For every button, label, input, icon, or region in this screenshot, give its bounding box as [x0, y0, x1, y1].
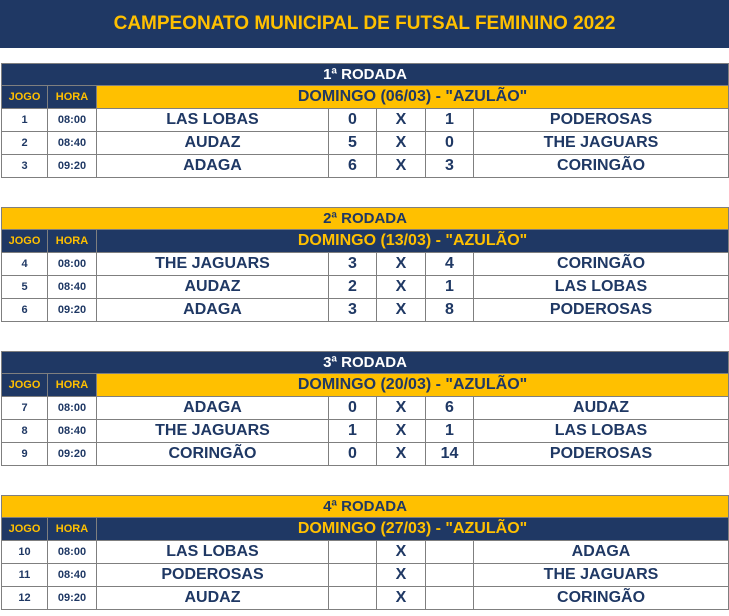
home-score: 3 — [329, 253, 377, 276]
home-team: PODEROSAS — [97, 564, 329, 587]
versus-mark: X — [377, 420, 426, 443]
game-number: 7 — [2, 397, 48, 420]
away-team: LAS LOBAS — [474, 420, 729, 443]
away-score: 1 — [426, 109, 474, 132]
home-score: 0 — [329, 443, 377, 466]
jogo-header: JOGO — [2, 230, 48, 253]
game-time: 08:40 — [48, 276, 97, 299]
versus-mark: X — [377, 587, 426, 610]
game-time: 08:40 — [48, 564, 97, 587]
table-row — [2, 253, 729, 276]
game-time: 08:40 — [48, 420, 97, 443]
round-title: 2ª RODADA — [2, 208, 729, 230]
home-team: THE JAGUARS — [97, 253, 329, 276]
versus-mark: X — [377, 564, 426, 587]
home-team: AUDAZ — [97, 132, 329, 155]
game-number: 9 — [2, 443, 48, 466]
away-team: AUDAZ — [474, 397, 729, 420]
table-row — [2, 541, 729, 564]
round-title: 1ª RODADA — [2, 64, 729, 86]
game-time: 08:00 — [48, 253, 97, 276]
match-day-label: DOMINGO (13/03) - "AZULÃO" — [97, 230, 729, 253]
home-score: 0 — [329, 109, 377, 132]
game-time: 08:00 — [48, 541, 97, 564]
table-row — [2, 109, 729, 132]
versus-mark: X — [377, 132, 426, 155]
home-team: AUDAZ — [97, 587, 329, 610]
game-number: 4 — [2, 253, 48, 276]
home-score: 3 — [329, 299, 377, 322]
away-team: ADAGA — [474, 541, 729, 564]
versus-mark: X — [377, 109, 426, 132]
table-row — [2, 587, 729, 610]
versus-mark: X — [377, 253, 426, 276]
jogo-header: JOGO — [2, 518, 48, 541]
round-title: 3ª RODADA — [2, 352, 729, 374]
away-team: PODEROSAS — [474, 109, 729, 132]
game-number: 11 — [2, 564, 48, 587]
away-team: THE JAGUARS — [474, 564, 729, 587]
home-team: THE JAGUARS — [97, 420, 329, 443]
away-score — [426, 587, 474, 610]
away-score: 1 — [426, 420, 474, 443]
away-score: 8 — [426, 299, 474, 322]
away-team: PODEROSAS — [474, 299, 729, 322]
home-score — [329, 564, 377, 587]
table-row — [2, 299, 729, 322]
away-score: 14 — [426, 443, 474, 466]
away-score: 3 — [426, 155, 474, 178]
game-time: 09:20 — [48, 587, 97, 610]
home-score — [329, 541, 377, 564]
home-team: ADAGA — [97, 299, 329, 322]
away-team: PODEROSAS — [474, 443, 729, 466]
home-team: ADAGA — [97, 155, 329, 178]
home-team: ADAGA — [97, 397, 329, 420]
game-time: 09:20 — [48, 443, 97, 466]
home-score: 2 — [329, 276, 377, 299]
hora-header: HORA — [48, 374, 97, 397]
round-2-table — [1, 207, 728, 322]
game-time: 08:00 — [48, 109, 97, 132]
home-team: LAS LOBAS — [97, 541, 329, 564]
game-number: 3 — [2, 155, 48, 178]
home-score: 5 — [329, 132, 377, 155]
round-3-table — [1, 351, 728, 466]
home-score — [329, 587, 377, 610]
round-title: 4ª RODADA — [2, 496, 729, 518]
versus-mark: X — [377, 299, 426, 322]
away-team: THE JAGUARS — [474, 132, 729, 155]
game-time: 08:00 — [48, 397, 97, 420]
away-score — [426, 564, 474, 587]
home-team: AUDAZ — [97, 276, 329, 299]
game-number: 10 — [2, 541, 48, 564]
versus-mark: X — [377, 541, 426, 564]
table-row — [2, 397, 729, 420]
away-score: 4 — [426, 253, 474, 276]
table-row — [2, 564, 729, 587]
game-number: 6 — [2, 299, 48, 322]
hora-header: HORA — [48, 230, 97, 253]
game-time: 09:20 — [48, 299, 97, 322]
table-row — [2, 420, 729, 443]
match-day-label: DOMINGO (20/03) - "AZULÃO" — [97, 374, 729, 397]
away-score: 0 — [426, 132, 474, 155]
home-team: LAS LOBAS — [97, 109, 329, 132]
away-team: CORINGÃO — [474, 587, 729, 610]
table-row — [2, 276, 729, 299]
table-row — [2, 443, 729, 466]
game-number: 5 — [2, 276, 48, 299]
away-score — [426, 541, 474, 564]
game-number: 1 — [2, 109, 48, 132]
versus-mark: X — [377, 443, 426, 466]
away-score: 1 — [426, 276, 474, 299]
jogo-header: JOGO — [2, 374, 48, 397]
round-4-table — [1, 495, 728, 610]
hora-header: HORA — [48, 86, 97, 109]
away-team: CORINGÃO — [474, 253, 729, 276]
jogo-header: JOGO — [2, 86, 48, 109]
game-time: 08:40 — [48, 132, 97, 155]
table-row — [2, 155, 729, 178]
away-team: LAS LOBAS — [474, 276, 729, 299]
home-team: CORINGÃO — [97, 443, 329, 466]
table-row — [2, 132, 729, 155]
round-1-table — [1, 63, 728, 178]
versus-mark: X — [377, 276, 426, 299]
home-score: 0 — [329, 397, 377, 420]
home-score: 6 — [329, 155, 377, 178]
match-day-label: DOMINGO (06/03) - "AZULÃO" — [97, 86, 729, 109]
game-number: 12 — [2, 587, 48, 610]
game-time: 09:20 — [48, 155, 97, 178]
hora-header: HORA — [48, 518, 97, 541]
versus-mark: X — [377, 155, 426, 178]
versus-mark: X — [377, 397, 426, 420]
away-score: 6 — [426, 397, 474, 420]
home-score: 1 — [329, 420, 377, 443]
away-team: CORINGÃO — [474, 155, 729, 178]
game-number: 2 — [2, 132, 48, 155]
page-title: CAMPEONATO MUNICIPAL DE FUTSAL FEMININO 2022 — [0, 0, 729, 48]
game-number: 8 — [2, 420, 48, 443]
match-day-label: DOMINGO (27/03) - "AZULÃO" — [97, 518, 729, 541]
